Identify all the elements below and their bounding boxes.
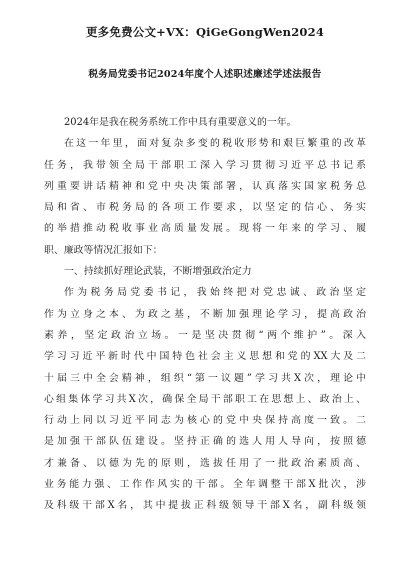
body-line: 业务能力强、工作作风实的干部。全年调整干部X批次，涉 bbox=[44, 479, 366, 491]
body-line: 作为税务局党委书记，我始终把对党忠诚、政治坚定 bbox=[64, 287, 366, 299]
body-line: 列重要讲话精神和党中央决策部署，认真落实国家税务总 bbox=[44, 180, 366, 192]
body-line: 任务，我带领全局干部职工深入学习贯彻习近平总书记系 bbox=[44, 159, 366, 171]
body-line: 一、持续抓好理论武装，不断增强政治定力 bbox=[64, 266, 252, 278]
document-header: 更多免费公文+VX：QiGeGongWen2024 bbox=[85, 25, 325, 39]
body-line: 是加强干部队伍建设。坚持正确的选人用人导向，按照德 bbox=[44, 436, 366, 448]
body-line: 才兼备、以德为先的原则，选拔任用了一批政治素质高、 bbox=[44, 457, 366, 469]
body-line: 行动上同以习近平同志为核心的党中央保持高度一致。二 bbox=[44, 415, 366, 427]
body-line: 局和省、市税务局的各项工作要求，以坚定的信心、务实 bbox=[44, 202, 366, 214]
body-line: 在这一年里，面对复杂多变的税收形势和艰巨繁重的改革 bbox=[64, 138, 366, 150]
body-line: 十届三中全会精神，组织“第一议题”学习共X次，理论中 bbox=[44, 372, 366, 384]
body-line: 素养，坚定政治立场。一是坚决贯彻“两个维护”。深入 bbox=[44, 329, 366, 341]
body-line: 及科级干部X名，其中提拔正科级领导干部X名，副科级领 bbox=[44, 500, 366, 512]
body-line: 职、廉政等情况汇报如下： bbox=[44, 244, 163, 256]
body-line: 作为立身之本、为政之基，不断加强理论学习，提高政治 bbox=[44, 308, 366, 320]
document-title: 税务局党委书记2024年度个人述职述廉述学述法报告 bbox=[88, 69, 322, 80]
document-body bbox=[44, 112, 366, 517]
body-line: 心组集体学习共X次，确保全局干部职工在思想上、政治上、 bbox=[44, 393, 366, 405]
body-line: 学习习近平新时代中国特色社会主义思想和党的XX大及二 bbox=[44, 351, 366, 363]
body-line: 2024年是我在税务系统工作中具有重要意义的一年。 bbox=[64, 117, 297, 128]
body-line: 的举措推动税收事业高质量发展。现将一年来的学习、履 bbox=[44, 223, 366, 235]
